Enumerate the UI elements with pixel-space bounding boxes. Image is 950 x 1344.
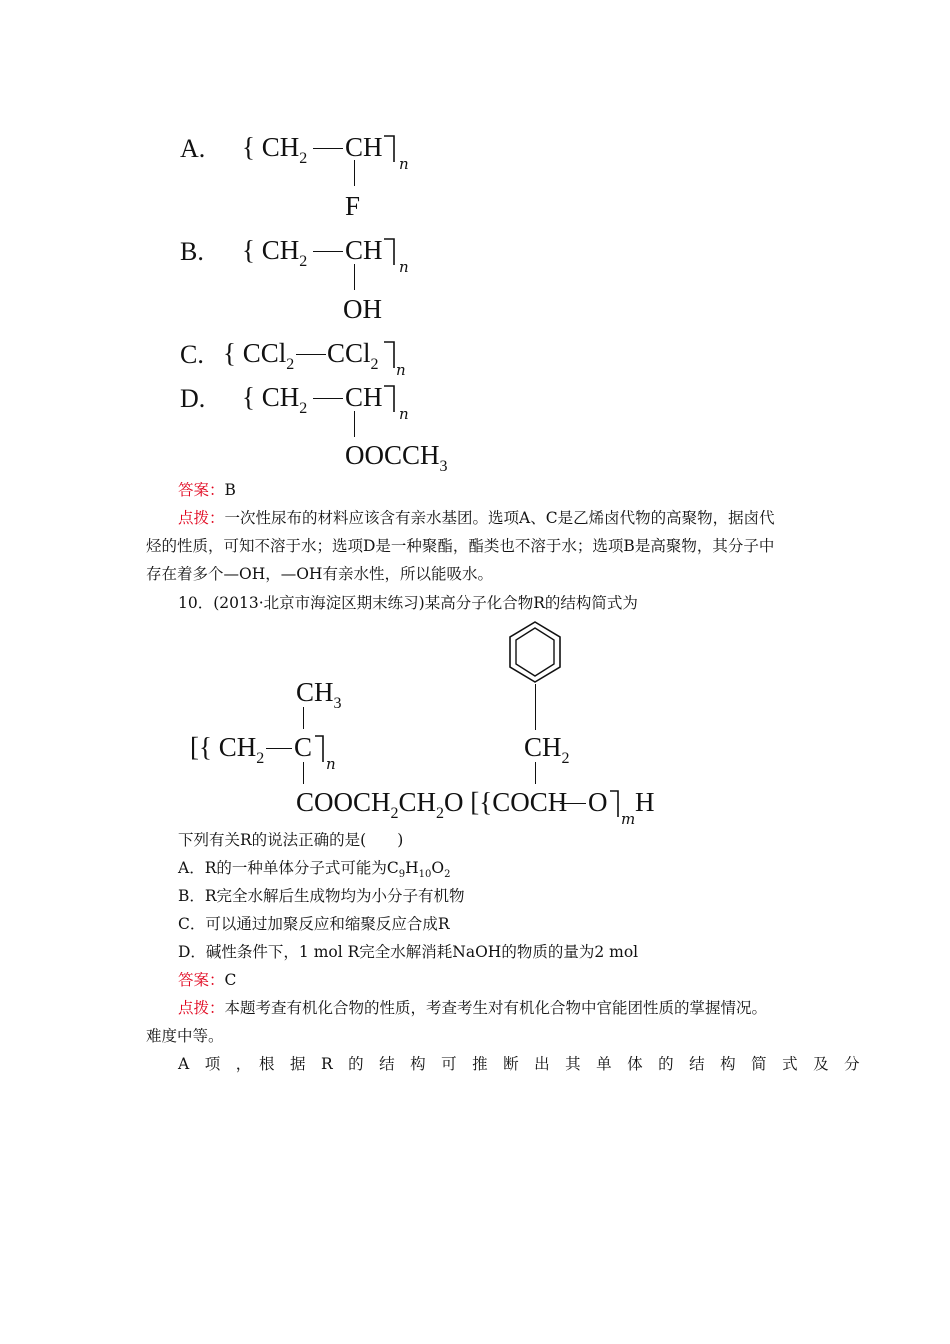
subscript: 2 [299,400,308,417]
bracket-brace: { [479,787,493,817]
hint-label: 点拨： [178,999,225,1017]
n-index [399,251,409,276]
bracket-close [383,340,397,370]
bracket-close [314,734,326,764]
subscript: 10 [418,869,432,880]
option-c-formula [223,338,295,373]
bond [313,251,343,252]
subscript: 2 [561,750,570,767]
coch-text: COCH [492,787,568,817]
option-b-letter: B. [180,237,204,266]
bond [313,398,343,399]
bond [535,684,536,730]
q10-answer [178,966,236,994]
bracket-open: { [242,132,255,162]
bond [303,762,304,784]
option-a-formula [242,132,308,167]
bracket-close [383,237,397,267]
q10-option-a [178,854,450,885]
bracket-close [609,789,621,819]
bond [303,707,304,729]
bracket-open: { [242,382,255,412]
hint-text: 一次性尿布的材料应该含有亲水基团。选项A、C是乙烯卤代物的高聚物，据卤代 [224,509,775,527]
option-a-letter: A. [180,134,206,163]
ch-text: CH [345,132,383,162]
subscript: 3 [439,458,448,475]
answer-label: 答案： [178,481,225,499]
subscript: 2 [299,150,308,167]
bond [354,264,355,290]
ch3-text: CH [296,677,334,707]
n-text: n [326,755,336,773]
ch2-group: CH [261,235,300,265]
subscript: 9 [398,869,406,880]
bracket-open: { [223,338,236,368]
option-a-h: H [405,859,419,877]
q9-hint-line1 [178,504,775,532]
ooccch-text: OOCCH [345,440,440,470]
q9-hint-line3: 存在着多个—OH，—OH有亲水性，所以能吸水。 [146,565,493,583]
option-a-o: O [431,859,445,877]
option-a-text: A．R的一种单体分子式可能为C [178,859,399,877]
n-index [326,748,336,773]
m-index [621,803,636,828]
o-text: O [444,787,464,817]
answer-label: 答案： [178,971,225,989]
option-d-formula [242,382,308,417]
ccl2-group: CCl [242,338,287,368]
n-text: n [399,258,409,276]
q10-option-c: C．可以通过加聚反应和缩聚反应合成R [178,915,450,933]
q10-hint-line1 [178,994,767,1022]
n-text: n [396,361,406,379]
ch2-benzyl [524,732,570,767]
option-d-letter: D. [180,384,206,413]
substituent-oh: OH [343,294,382,324]
hint-label: 点拨： [178,509,225,527]
bracket-brace: { [199,732,212,762]
bond [296,354,326,355]
o-atom: O [588,787,608,817]
ester2-text: CH [398,787,437,817]
subscript: 2 [256,750,265,767]
q10-option-b: B．R完全水解后生成物均为小分子有机物 [178,887,465,905]
ch-group [345,384,383,411]
n-text: n [399,155,409,173]
q10-hint-line3: A 项 ， 根 据 R 的 结 构 可 推 断 出 其 单 体 的 结 构 简 式 及 分 [178,1055,860,1073]
q9-answer [178,476,236,504]
q10-stem: 10．(2013·北京市海淀区期末练习)某高分子化合物R的结构简式为 [178,594,638,612]
subscript: 2 [299,253,308,270]
n-index [399,148,409,173]
bond [266,748,292,749]
ch2-text: CH [218,732,257,762]
bracket-open: { [242,235,255,265]
bond [354,160,355,186]
q10-hint-line2: 难度中等。 [146,1027,224,1045]
q10-question: 下列有关R的说法正确的是( ) [178,831,404,849]
substituent-f: F [345,191,361,221]
n-index [396,354,406,379]
m-text: m [621,810,636,828]
c-atom: C [294,732,313,762]
bond [560,803,586,804]
ch-text: CH [345,235,383,265]
q9-hint-line2: 烃的性质，可知不溶于水；选项D是一种聚酯，酯类也不溶于水；选项B是高聚物，其分子中 [146,537,775,555]
answer-value: C [224,971,237,989]
ch-group [345,134,383,161]
bond [313,148,343,149]
substituent-ooccch3 [345,440,448,475]
ch-group [345,237,383,264]
n-text: n [399,405,409,423]
ch2-text: CH [524,732,562,762]
n-index [399,398,409,423]
bracket-close [383,384,397,414]
ch2-group: CH [261,382,300,412]
h-atom: H [635,787,655,817]
bracket-close [383,134,397,164]
ch3-group [296,677,342,712]
subscript: 2 [390,805,399,822]
r-ester-chain [296,787,568,822]
ccl-text: CCl [327,338,371,368]
option-b-formula [242,235,308,270]
hint-text: 本题考查有机化合物的性质，考查考生对有机化合物中官能团性质的掌握情况。 [224,999,768,1017]
bond [535,762,536,784]
subscript: 3 [333,695,342,712]
subscript: 2 [436,805,445,822]
subscript: 2 [444,869,451,880]
bracket-open: [ [470,787,480,817]
subscript: 2 [370,356,379,373]
bracket-open: [ [190,732,199,762]
ch-text: CH [345,382,383,412]
q10-option-d: D．碱性条件下，1 mol R完全水解消耗NaOH的物质的量为2 mol [178,943,639,961]
subscript: 2 [286,356,295,373]
benzene-ring-icon [505,620,565,684]
r-main-chain [190,732,265,767]
bond [354,411,355,437]
option-c-letter: C. [180,340,204,369]
ch2-group: CH [261,132,300,162]
answer-value: B [224,481,236,499]
ester-text: COOCH [296,787,391,817]
ccl2-group-2 [327,338,379,373]
